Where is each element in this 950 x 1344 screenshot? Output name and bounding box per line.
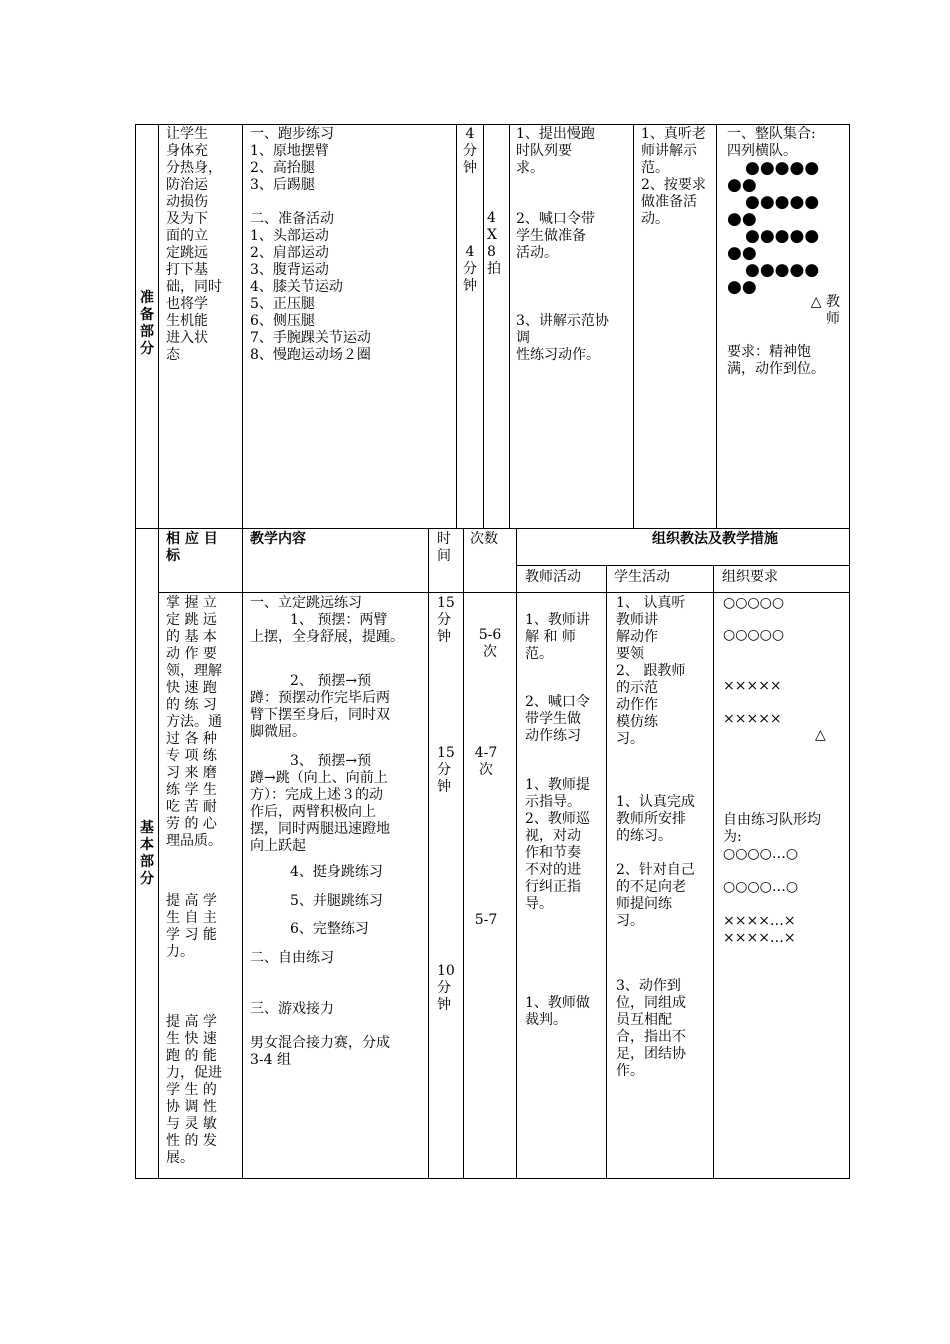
prep-org-requirement: 要求：精神饱 满，动作到位。 [727, 344, 825, 377]
req-circle-row-1: ○○○○○ [723, 595, 785, 611]
basic-content-8: 二、自由练习 [250, 950, 334, 966]
teacher-position-marker: △ 教 师 [810, 294, 840, 327]
formation-row: ●● [727, 209, 757, 229]
header-org-methods: 组织教法及教学措施 [652, 531, 778, 547]
header-student-activity: 学生活动 [614, 569, 670, 585]
col-content-line [242, 124, 243, 1179]
header-org-requirement: 组织要求 [722, 569, 778, 585]
basic-teacher-1: 1、教师讲 解 和 师 范。 [525, 612, 590, 662]
basic-content-3: 2、 预摆→预 蹲：预摆动作完毕后两 臂下摆至身后，同时双 脚微屈。 [250, 673, 390, 740]
basic-content-1: 一、立定跳远练习 [250, 595, 362, 611]
basic-content-6: 5、并腿跳练习 [290, 893, 383, 909]
col-time-line-bottom [428, 528, 429, 1179]
formation-row: ●● [727, 243, 757, 263]
basic-content-7: 6、完整练习 [290, 921, 369, 937]
col-student-line-bottom [606, 565, 607, 1179]
basic-teacher-4: 1、教师做 裁判。 [525, 995, 590, 1028]
basic-student-2: 1、认真完成 教师所安排 的练习。 2、针对自己 的不足向老 师提问练 习。 [616, 794, 695, 929]
basic-teacher-3: 1、教师提 示指导。 2、教师巡 视，对动 作和节奏 不对的进 行纠正指 导。 [525, 777, 590, 912]
formation-row: ●● [727, 175, 757, 195]
col-goal-line [158, 124, 159, 1179]
org-subheader-line [516, 565, 849, 566]
basic-student-1: 1、 认真听 教师讲 解动作 要领 2、 跟教师 的示范 动作作 模仿练 习。 [616, 595, 686, 747]
basic-time-3: 10 分 钟 [437, 963, 455, 1013]
basic-teacher-2: 2、喊口令 带学生做 动作练习 [525, 694, 590, 744]
header-teacher-activity: 教师活动 [525, 569, 581, 585]
basic-section-label: 基 本 部 分 [140, 820, 154, 887]
prep-formation [727, 160, 847, 296]
req-free-circle-row: ○○○○…○ [723, 879, 799, 895]
header-time: 时 间 [437, 531, 451, 564]
col-student-line-top [633, 124, 634, 528]
req-teacher-marker: △ [815, 727, 826, 743]
basic-goal-2: 提 高 学 生 自 主 学 习 能 力。 [166, 893, 217, 960]
basic-count-1: 5-6 次 [478, 627, 502, 660]
req-cross-row-1: ××××× [723, 678, 782, 694]
basic-content-5: 4、挺身跳练习 [290, 864, 383, 880]
table-left-border [135, 124, 136, 1179]
col-teacher-line [509, 124, 510, 528]
col-req-line-bottom [713, 565, 714, 1179]
prep-time-2: 4 分 钟 [463, 244, 477, 294]
basic-content-10: 男女混合接力赛，分成 3-4 组 [250, 1035, 390, 1068]
col-count-line-top [483, 124, 484, 528]
header-content: 教学内容 [250, 531, 306, 547]
prep-org-title: 一、整队集合: 四列横队。 [727, 126, 816, 159]
basic-goal-3: 提 高 学 生 快 速 跑 的 能 力，促进 学 生 的 协 调 性 与 灵 敏 性 的 发 展。 [166, 1014, 222, 1166]
basic-student-3: 3、动作到 位，同组成 员互相配 合，指出不 足，团结协 作。 [616, 978, 686, 1079]
basic-count-3: 5-7 [474, 912, 498, 928]
col-req-line [716, 124, 717, 528]
header-count: 次数 [470, 531, 498, 547]
req-free-cross-rows: ××××…× ××××…× [723, 913, 796, 946]
formation-row: ●●●●● [745, 158, 820, 178]
prep-section-label: 准 备 部 分 [140, 290, 154, 357]
basic-time-2: 15 分 钟 [437, 745, 455, 795]
prep-count: 4 X 8 拍 [487, 210, 501, 277]
prep-time-1: 4 分 钟 [463, 126, 477, 176]
req-cross-row-2: ××××× [723, 711, 782, 727]
formation-row: ●●●●● [745, 226, 820, 246]
header-bottom-line [158, 592, 849, 593]
basic-content-2: 1、 预摆：两臂 上摆，全身舒展，提踵。 [250, 612, 404, 645]
formation-row: ●●●●● [745, 260, 820, 280]
prep-goal: 让学生 身体充 分热身， 防治运 动损伤 及为下 面的立 定跳远 打下基 础，同时 也将学 生机能 进入状 态 [166, 126, 222, 363]
basic-content-9: 三、游戏接力 [250, 1001, 334, 1017]
basic-count-2: 4-7 次 [474, 745, 498, 778]
basic-content-4: 3、 预摆→预 蹲→跳（向上、向前上 方）：完成上述３的动 作后，两臂积极向上 摆，同时两腿迅速蹬地 向上跃起 [250, 753, 390, 854]
basic-goal-1: 掌 握 立 定 跳 远 的 基 本 动 作 要 领，理解 快 速 跑 的 练 习 方法。通 过 各 种 专 项 练 习 来 磨 练 学 生 吃 苦 耐 劳 的 心 理品质。 [166, 595, 222, 849]
header-goal: 相 应 目 标 [166, 531, 218, 564]
prep-content: 一、跑步练习 1、原地摆臂 2、高抬腿 3、后踢腿 二、准备活动 1、头部运动 2、肩部运动 3、腹背运动 4、膝关节运动 5、正压腿 6、侧压腿 7、手腕踝关节运动 8、慢跑运动场２圈 [250, 126, 371, 363]
col-teacher-line-bottom [516, 528, 517, 1179]
prep-student-activity: 1、真听老 师讲解示 范。 2、按要求 做准备活 动。 [641, 126, 706, 227]
formation-row: ●● [727, 277, 757, 297]
req-circle-row-2: ○○○○○ [723, 627, 785, 643]
req-free-practice: 自由练习队形均 为: ○○○○…○ [723, 812, 821, 862]
prep-teacher-activity: 1、提出慢跑 时队列要 求。 2、喊口令带 学生做准备 活动。 3、讲解示范协 调 性练习动作。 [516, 126, 609, 363]
table-right-border [849, 124, 850, 1179]
col-count-line-bottom [463, 528, 464, 1179]
col-time-line-top [456, 124, 457, 528]
formation-row: ●●●●● [745, 192, 820, 212]
basic-time-1: 15 分 钟 [437, 595, 455, 645]
